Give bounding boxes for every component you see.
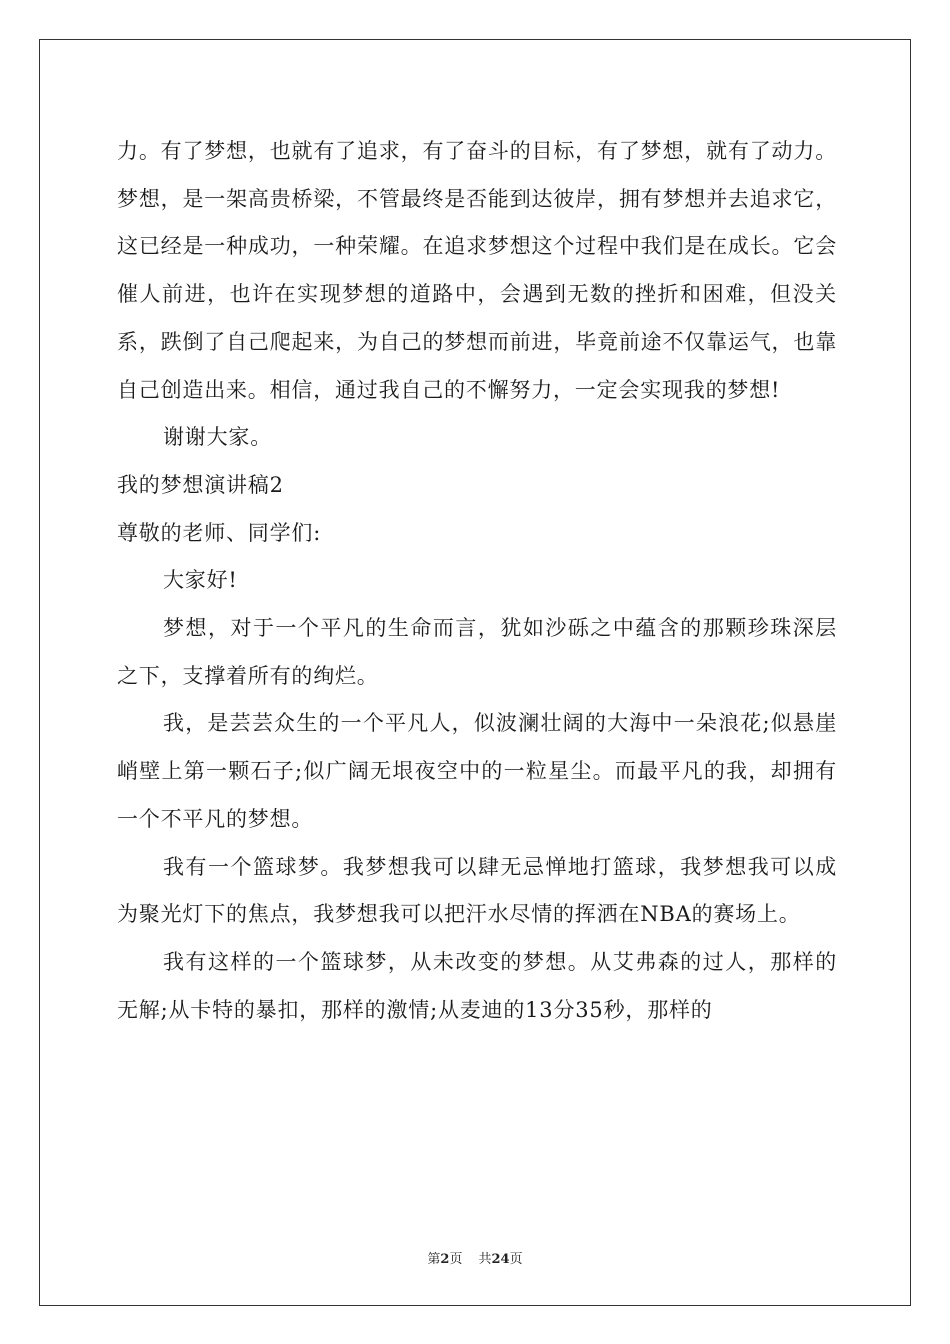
paragraph: 我有一个篮球梦。我梦想我可以肆无忌惮地打篮球，我梦想我可以成为聚光灯下的焦点，我梦想我可以把汗水尽情的挥洒在NBA的赛场上。 [117, 854, 837, 927]
section-title: 我的梦想演讲稿2 [117, 472, 284, 497]
greeting: 大家好! [163, 568, 238, 593]
page-current: 2 [440, 1252, 450, 1267]
paragraph: 我有这样的一个篮球梦，从未改变的梦想。从艾弗森的过人，那样的无解;从卡特的暴扣，那样的激情;从麦迪的13分35秒，那样的 [117, 949, 837, 1022]
page-prefix: 第 [427, 1252, 441, 1267]
salutation: 尊敬的老师、同学们: [117, 520, 322, 545]
page-total: 24 [491, 1252, 510, 1267]
total-suffix: 页 [509, 1252, 523, 1267]
page-footer [0, 1248, 950, 1267]
page-suffix: 页 [449, 1252, 463, 1267]
document-body [117, 128, 837, 1034]
paragraph-thanks: 谢谢大家。 [163, 425, 272, 450]
paragraph: 梦想，对于一个平凡的生命而言，犹如沙砾之中蕴含的那颗珍珠深层之下，支撑着所有的绚烂。 [117, 616, 837, 688]
paragraph-continued: 力。有了梦想，也就有了追求，有了奋斗的目标，有了梦想，就有了动力。梦想，是一架高贵桥梁，不管最终是否能到达彼岸，拥有梦想并去追求它，这已经是一种成功，一种荣耀。在追求梦想这个过程中我们是在成长。它会催人前进，也许在实现梦想的道路中，会遇到无数的挫折和困难，但没关系，跌倒了自己爬起来，为自己的梦想而前进，毕竟前途不仅靠运气，也靠自己创造出来。相信，通过我自己的不懈努力，一定会实现我的梦想! [117, 139, 837, 402]
total-prefix: 共 [478, 1252, 492, 1267]
paragraph: 我，是芸芸众生的一个平凡人，似波澜壮阔的大海中一朵浪花;似悬崖峭壁上第一颗石子;似广阔无垠夜空中的一粒星尘。而最平凡的我，却拥有一个不平凡的梦想。 [117, 711, 837, 831]
